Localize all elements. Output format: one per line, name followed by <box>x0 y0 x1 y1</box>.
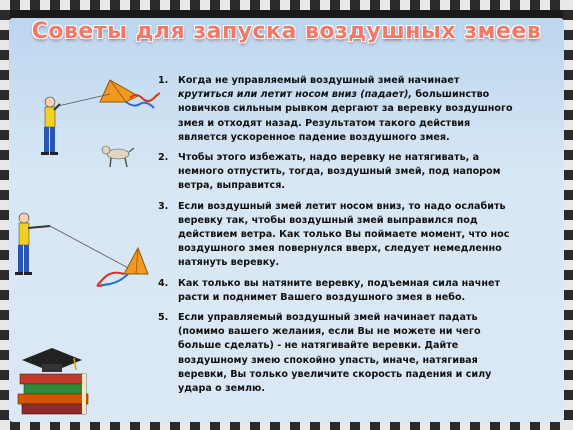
books-illustration <box>12 338 102 418</box>
slide-title: Советы для запуска воздушных змеев <box>31 19 542 44</box>
tip-item <box>150 200 515 271</box>
tip-number: 5. <box>158 312 169 324</box>
frame-top <box>0 0 573 10</box>
tip-text: Чтобы этого избежать, надо веревку не натягивать, а немного отпустить, тогда, воздушный змей, под напором ветра, выправится. <box>178 152 501 192</box>
tip-item <box>150 311 515 396</box>
tip-text: Когда не управляемый воздушный змей начинает <box>178 75 460 86</box>
tip-text: Если управляемый воздушный змей начинает падать (помимо вашего желания, если Вы не можете ни чего больше сделать) - не натягивайте веревки. Дайте воздушному змею спокойно упасть, иначе, натягивая веревки, Вы только увеличите скорость падения и силу удара о землю. <box>178 312 492 395</box>
tip-item <box>150 277 515 305</box>
kite-flyer-illustration-middle <box>10 208 160 298</box>
kite-icon <box>100 80 138 102</box>
tip-text: Если воздушный змей летит носом вниз, то надо ослабить веревку так, чтобы воздушный змей выправился под действием ветра. Как только Вы поймаете момент, что нос воздушного змея повернулся вверх, следует немедленно натянуть веревку. <box>178 200 510 269</box>
kite-flyer-illustration-top <box>30 72 160 182</box>
tip-number: 3. <box>158 200 169 212</box>
tip-item <box>150 151 515 194</box>
dog-icon <box>102 146 134 167</box>
tip-number: 1. <box>158 75 169 86</box>
tip-text: большинство новичков сильным рывком дергают за веревку воздушного змея и отходят назад. Результатом такого действия является ускоренное падение воздушного змея. <box>178 89 513 143</box>
tip-item <box>150 74 515 145</box>
tips-list <box>150 74 515 402</box>
tip-emphasis: крутиться или летит носом вниз (падает), <box>178 89 413 101</box>
frame-right <box>563 0 573 430</box>
tip-text: Как только вы натяните веревку, подъемная сила начнет расти и поднимет Вашего воздушного змея в небо. <box>178 277 501 303</box>
tip-number: 2. <box>158 152 169 164</box>
tip-number: 4. <box>158 277 169 289</box>
